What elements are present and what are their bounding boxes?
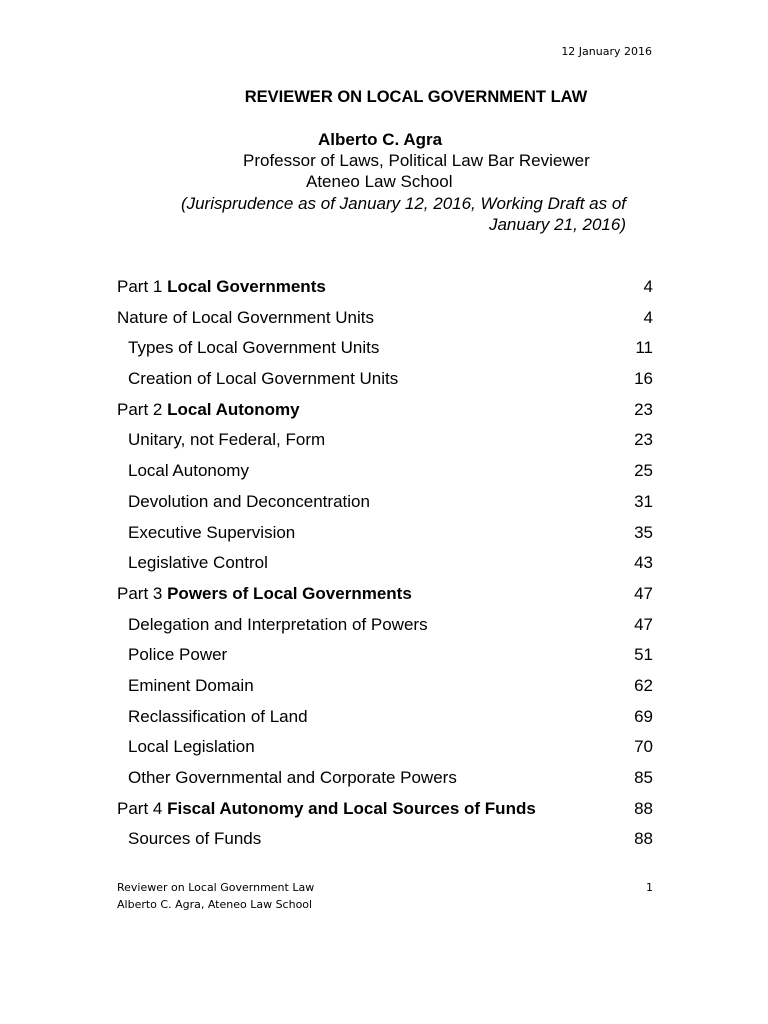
toc-page-number: 47 <box>634 583 653 603</box>
toc-page-number: 47 <box>634 614 653 634</box>
toc-page-number: 70 <box>634 737 653 757</box>
toc-page-number: 23 <box>634 399 653 419</box>
toc-part-title: Fiscal Autonomy and Local Sources of Funds <box>167 798 536 818</box>
toc-row <box>117 610 653 641</box>
table-of-contents <box>117 272 653 855</box>
toc-row <box>117 548 653 579</box>
header-date: 12 January 2016 <box>561 45 652 58</box>
toc-row <box>117 763 653 794</box>
toc-part-prefix: Part 3 <box>117 583 168 603</box>
footer-line-2 <box>117 896 653 913</box>
toc-entry-label: Unitary, not Federal, Form <box>128 430 326 450</box>
toc-row <box>117 425 653 456</box>
toc-part-prefix: Part 2 <box>117 399 168 419</box>
toc-row <box>117 395 653 426</box>
footer-document-title: Reviewer on Local Government Law <box>117 881 315 894</box>
toc-part-prefix: Part 4 <box>117 798 168 818</box>
footer-author: Alberto C. Agra, Ateneo Law School <box>117 898 313 911</box>
toc-row <box>117 671 653 702</box>
toc-page-number: 43 <box>634 553 653 573</box>
toc-page-number: 88 <box>634 798 653 818</box>
toc-entry-label: Reclassification of Land <box>128 706 308 726</box>
document-title: REVIEWER ON LOCAL GOVERNMENT LAW <box>244 88 588 106</box>
page-footer <box>117 879 653 913</box>
toc-entry-label: Other Governmental and Corporate Powers <box>128 768 457 787</box>
toc-row <box>117 456 653 487</box>
toc-entry-label: Executive Supervision <box>128 522 296 542</box>
toc-row <box>117 640 653 671</box>
toc-page-number: 23 <box>634 430 653 450</box>
toc-page-number: 69 <box>634 706 653 726</box>
toc-entry-label: Sources of Funds <box>128 829 262 849</box>
jurisprudence-note <box>126 193 626 235</box>
author-role: Professor of Laws, Political Law Bar Reviewer <box>243 151 590 170</box>
footer-line-1 <box>117 879 653 896</box>
toc-page-number: 4 <box>643 307 653 327</box>
toc-row <box>117 518 653 549</box>
toc-row <box>117 579 653 610</box>
toc-row <box>117 364 653 395</box>
toc-part-prefix: Part 1 <box>117 277 168 296</box>
jurisprudence-line-1: (Jurisprudence as of January 12, 2016, Working Draft as of <box>180 194 626 213</box>
toc-entry-label: Creation of Local Government Units <box>128 369 399 389</box>
toc-row <box>117 333 653 364</box>
toc-row <box>117 824 653 855</box>
toc-entry-label <box>117 272 326 303</box>
toc-part-title: Local Governments <box>167 277 326 296</box>
toc-page-number: 51 <box>634 645 653 665</box>
toc-entry-label: Local Legislation <box>128 737 255 757</box>
toc-page-number: 35 <box>634 522 653 542</box>
author-school: Ateneo Law School <box>306 172 453 191</box>
toc-page-number: 4 <box>643 277 653 296</box>
toc-row <box>117 732 653 763</box>
toc-entry-label: Delegation and Interpretation of Powers <box>128 614 428 634</box>
toc-entry-label <box>117 794 536 825</box>
toc-entry-label <box>117 579 412 610</box>
toc-entry-label: Police Power <box>128 645 228 665</box>
toc-entry-label: Nature of Local Government Units <box>117 307 375 327</box>
toc-entry-label <box>117 395 300 426</box>
toc-entry-label: Devolution and Deconcentration <box>128 491 370 511</box>
toc-entry-label: Eminent Domain <box>128 675 254 695</box>
toc-entry-label: Local Autonomy <box>128 461 249 481</box>
toc-row <box>117 272 653 303</box>
toc-page-number: 31 <box>634 491 653 511</box>
toc-page-number: 16 <box>634 369 653 389</box>
toc-entry-label: Types of Local Government Units <box>128 338 380 358</box>
toc-row <box>117 303 653 334</box>
toc-part-title: Powers of Local Governments <box>167 583 412 603</box>
toc-page-number: 11 <box>635 338 653 358</box>
author-name: Alberto C. Agra <box>318 130 443 149</box>
toc-row <box>117 487 653 518</box>
toc-page-number: 88 <box>634 829 653 849</box>
toc-page-number: 62 <box>634 675 653 695</box>
toc-page-number: 85 <box>634 768 653 787</box>
jurisprudence-line-2: January 21, 2016) <box>488 215 626 234</box>
toc-part-title: Local Autonomy <box>167 399 300 419</box>
toc-row <box>117 794 653 825</box>
footer-page-number: 1 <box>646 881 653 894</box>
toc-page-number: 25 <box>634 461 653 481</box>
toc-entry-label: Legislative Control <box>128 553 268 573</box>
toc-row <box>117 702 653 733</box>
